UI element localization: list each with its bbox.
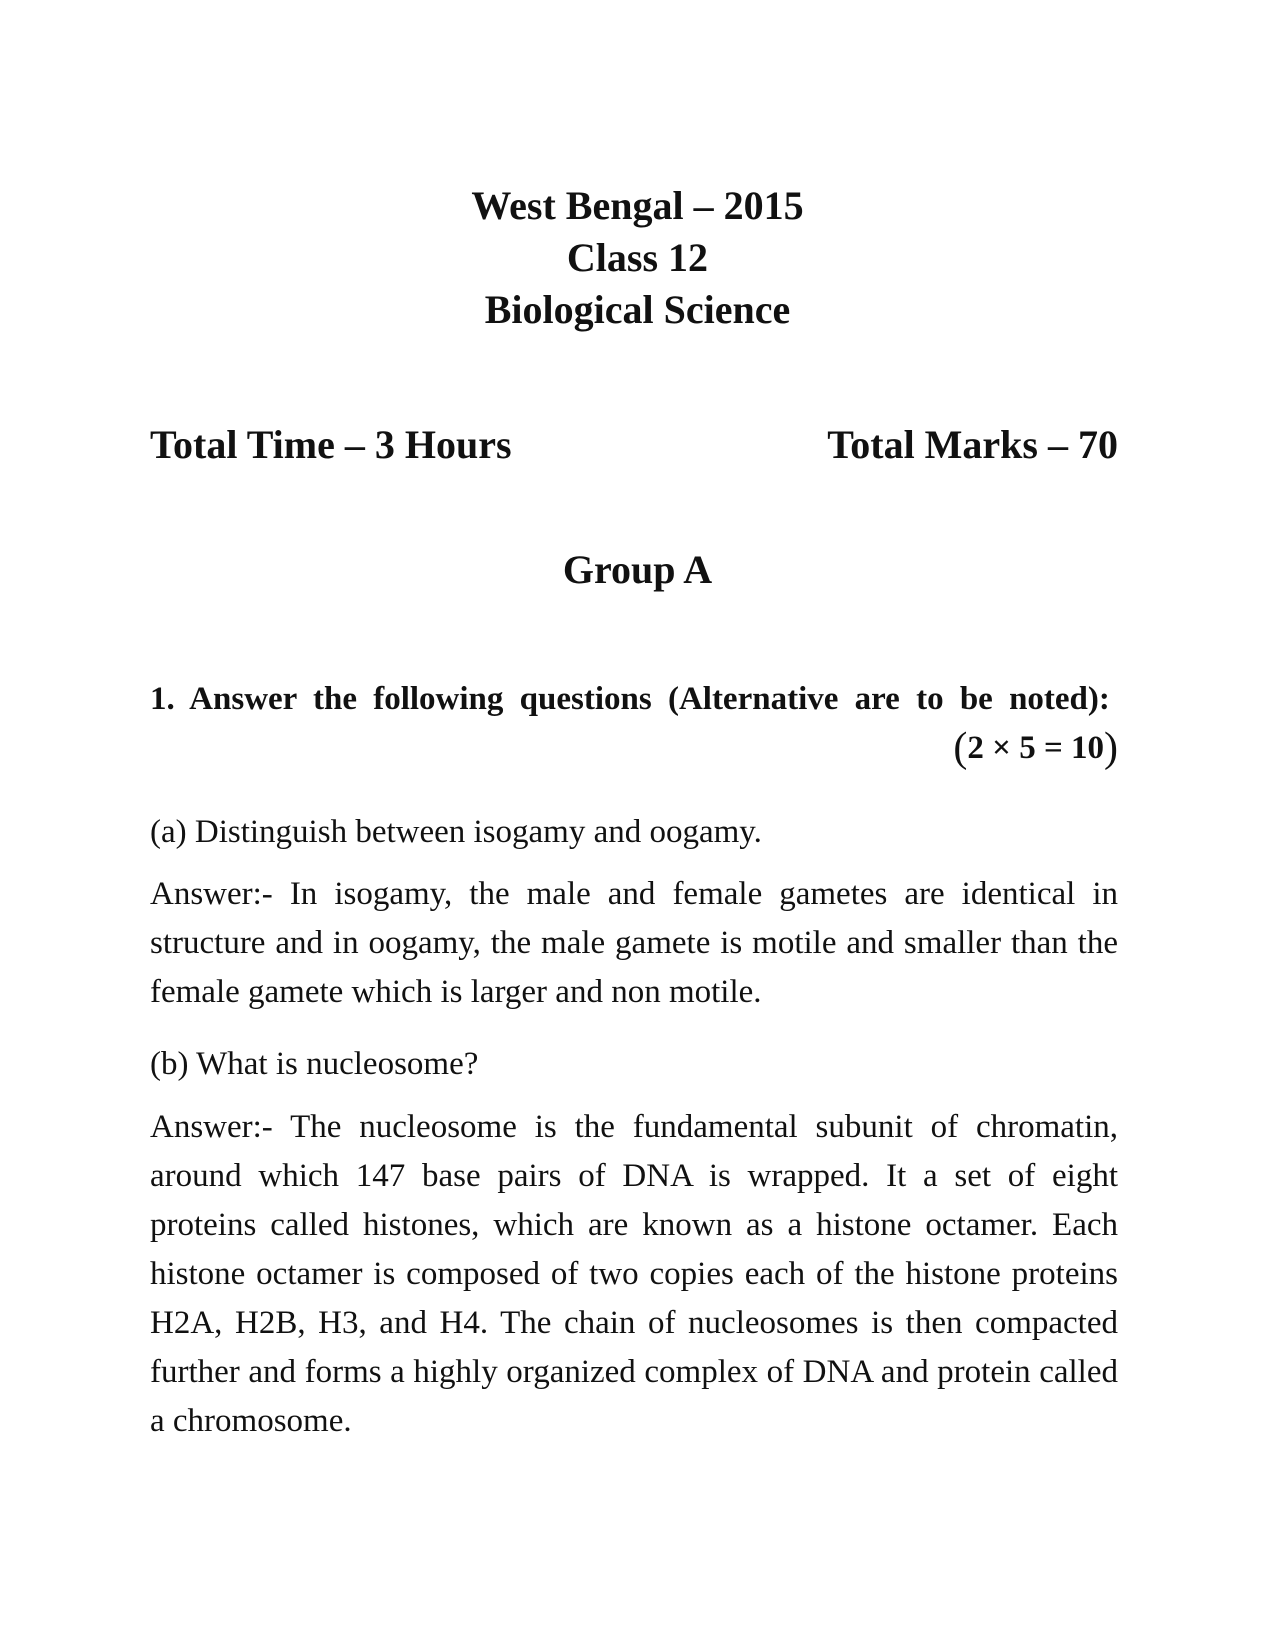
document-header: [0, 180, 1275, 336]
part-b-question: [150, 1040, 1118, 1089]
total-marks: Total Marks – 70: [827, 422, 1118, 467]
part-a-answer-text: Answer:- In isogamy, the male and female gametes are identical in structure and in oogamy, the male gamete is motile and smaller than the female gamete which is larger and non motile.: [150, 876, 1118, 1010]
subject-title: Biological Science: [484, 287, 791, 332]
question-1: [150, 675, 1118, 771]
class-level: Class 12: [566, 235, 709, 280]
question-1-marks: [953, 724, 1118, 773]
group-heading: Group A: [562, 547, 713, 592]
part-a-question: [150, 808, 1118, 857]
part-b-question-text: (b) What is nucleosome?: [150, 1046, 479, 1082]
part-b-answer: [150, 1103, 1118, 1446]
question-1-text: 1. Answer the following questions (Alternative are to be noted):: [150, 681, 1110, 717]
part-b-answer-text: Answer:- The nucleosome is the fundamental subunit of chromatin, around which 147 base pairs of DNA is wrapped. It a set of eight proteins called histones, which are known as a histone octamer. Each histone octamer is composed of two copies each of the histone proteins H2A, H2B, H3, and H4. The chain of nucleosomes is then compacted further and forms a highly organized complex of DNA and protein called a chromosome.: [150, 1109, 1118, 1439]
total-time: Total Time – 3 Hours: [150, 422, 512, 467]
part-a-question-text: (a) Distinguish between isogamy and oogamy.: [150, 814, 762, 850]
exam-board-year: West Bengal – 2015: [471, 183, 804, 228]
marks-open-paren: (: [953, 725, 968, 771]
marks-close-paren: ): [1104, 725, 1118, 771]
part-a-answer: [150, 870, 1118, 1017]
marks-value: 2 × 5 = 10: [967, 730, 1104, 766]
